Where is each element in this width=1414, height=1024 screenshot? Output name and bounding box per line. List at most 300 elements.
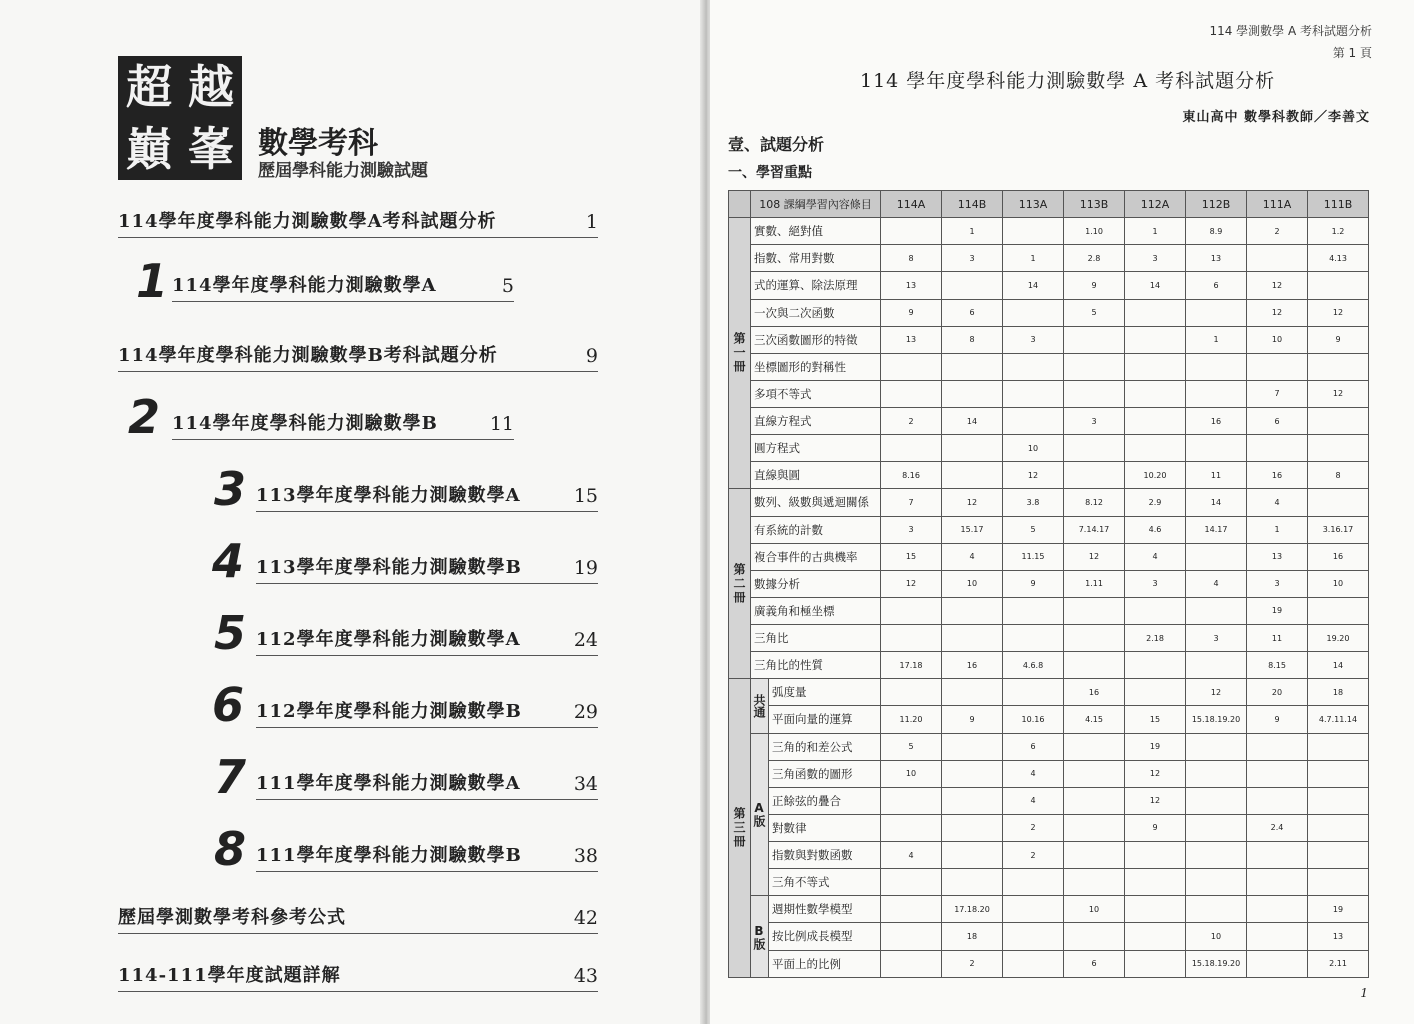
topic-cell: 弧度量 [769, 679, 881, 706]
toc-entry [256, 768, 598, 800]
question-number-cell [1003, 597, 1064, 624]
question-number-cell [1003, 896, 1064, 923]
table-row [729, 516, 1369, 543]
question-number-cell [1125, 380, 1186, 407]
question-number-cell: 14 [1003, 272, 1064, 299]
question-number-cell [881, 625, 942, 652]
question-number-cell: 10 [1186, 923, 1247, 950]
question-number-cell [1064, 787, 1125, 814]
question-number-cell [1125, 652, 1186, 679]
question-number-cell: 12 [1308, 380, 1369, 407]
question-number-cell [1247, 896, 1308, 923]
question-number-cell [1247, 923, 1308, 950]
question-number-cell: 12 [881, 570, 942, 597]
toc-entry-page: 5 [501, 275, 514, 297]
header-exam-column: 114A [881, 191, 942, 218]
question-number-cell [1125, 299, 1186, 326]
question-number-cell: 8.9 [1186, 218, 1247, 245]
topic-cell: 指數與對數函數 [769, 842, 881, 869]
topic-cell: 平面上的比例 [769, 950, 881, 978]
toc-entry [256, 696, 598, 728]
question-number-cell [1186, 543, 1247, 570]
question-number-cell: 15 [881, 543, 942, 570]
question-number-cell [1125, 679, 1186, 706]
question-number-cell: 6 [1247, 408, 1308, 435]
question-number-cell: 10 [1003, 435, 1064, 462]
question-number-cell: 10 [942, 570, 1003, 597]
question-number-cell [1247, 245, 1308, 272]
question-number-cell: 3 [1003, 326, 1064, 353]
running-header-title: 114 學測數學 A 考科試題分析 [1209, 24, 1372, 38]
question-number-cell [1125, 896, 1186, 923]
question-number-cell [1064, 380, 1125, 407]
header-exam-column: 111B [1308, 191, 1369, 218]
question-number-cell [1308, 869, 1369, 896]
toc-entry-page: 15 [573, 485, 598, 507]
table-row [729, 299, 1369, 326]
question-number-cell [1064, 869, 1125, 896]
toc-entry-number: 8 [214, 822, 247, 876]
question-number-cell: 19 [1308, 896, 1369, 923]
question-number-cell: 16 [1308, 543, 1369, 570]
table-row [729, 814, 1369, 841]
topic-cell: 數據分析 [751, 570, 881, 597]
question-number-cell: 18 [942, 923, 1003, 950]
question-number-cell [942, 597, 1003, 624]
question-number-cell: 15.18.19.20 [1186, 950, 1247, 978]
toc-entry-number: 7 [214, 750, 247, 804]
header-exam-column: 112B [1186, 191, 1247, 218]
question-number-cell: 3 [1247, 570, 1308, 597]
question-number-cell: 15.17 [942, 516, 1003, 543]
question-number-cell: 19 [1125, 733, 1186, 760]
question-number-cell: 19 [1247, 597, 1308, 624]
table-row [729, 353, 1369, 380]
volume-label: 第二冊 [729, 489, 751, 679]
toc-entry-page: 29 [573, 701, 598, 723]
question-number-cell: 12 [1064, 543, 1125, 570]
question-number-cell: 7 [1247, 380, 1308, 407]
table-row [729, 787, 1369, 814]
question-number-cell: 17.18 [881, 652, 942, 679]
question-number-cell: 2 [942, 950, 1003, 978]
question-number-cell: 1 [1247, 516, 1308, 543]
question-number-cell [1186, 652, 1247, 679]
question-number-cell: 11 [1186, 462, 1247, 489]
table-row [729, 245, 1369, 272]
edition-label: 共通 [751, 679, 769, 733]
question-number-cell: 3.8 [1003, 489, 1064, 516]
question-number-cell [942, 435, 1003, 462]
table-row [729, 489, 1369, 516]
question-number-cell: 2.11 [1308, 950, 1369, 978]
question-number-cell: 7 [881, 489, 942, 516]
question-number-cell: 12 [1308, 299, 1369, 326]
question-number-cell [942, 733, 1003, 760]
table-row [729, 272, 1369, 299]
question-number-cell [1125, 923, 1186, 950]
toc-entry-page: 38 [573, 845, 598, 867]
question-number-cell: 10.16 [1003, 706, 1064, 733]
question-number-cell: 4 [881, 842, 942, 869]
question-number-cell [1064, 814, 1125, 841]
header-exam-column: 114B [942, 191, 1003, 218]
question-number-cell: 2.18 [1125, 625, 1186, 652]
question-number-cell [1247, 435, 1308, 462]
question-number-cell: 13 [881, 272, 942, 299]
edition-label: B版 [751, 896, 769, 978]
question-number-cell [1247, 787, 1308, 814]
toc-entry-number: 2 [128, 390, 161, 444]
topic-cell: 一次與二次函數 [751, 299, 881, 326]
question-number-cell: 1 [1125, 218, 1186, 245]
right-page-analysis [710, 0, 1414, 1024]
logo-char: 超 [126, 60, 172, 114]
question-number-cell [881, 869, 942, 896]
question-number-cell: 1 [942, 218, 1003, 245]
header-topic: 108 課綱學習內容條目 [751, 191, 881, 218]
question-number-cell: 8.12 [1064, 489, 1125, 516]
question-number-cell: 8 [1308, 462, 1369, 489]
question-number-cell [942, 787, 1003, 814]
question-number-cell: 11.15 [1003, 543, 1064, 570]
question-number-cell: 3 [942, 245, 1003, 272]
question-number-cell: 3 [881, 516, 942, 543]
question-number-cell: 9 [1064, 272, 1125, 299]
question-number-cell [1186, 435, 1247, 462]
question-number-cell: 17.18.20 [942, 896, 1003, 923]
question-number-cell [1186, 787, 1247, 814]
toc-entry [118, 340, 598, 372]
question-number-cell: 12 [1003, 462, 1064, 489]
question-number-cell [1186, 380, 1247, 407]
toc-entry-title: 114-111學年度試題詳解 [118, 965, 341, 986]
question-number-cell: 4.6 [1125, 516, 1186, 543]
table-row [729, 625, 1369, 652]
table-row [729, 408, 1369, 435]
question-number-cell: 10 [881, 760, 942, 787]
question-number-cell: 4.6.8 [1003, 652, 1064, 679]
question-number-cell [942, 760, 1003, 787]
question-number-cell: 4.7.11.14 [1308, 706, 1369, 733]
toc-entry-page: 24 [573, 629, 598, 651]
question-number-cell [1064, 597, 1125, 624]
question-number-cell [1247, 353, 1308, 380]
question-number-cell [1003, 950, 1064, 978]
question-number-cell [881, 380, 942, 407]
question-number-cell [1247, 950, 1308, 978]
question-number-cell: 4 [1003, 787, 1064, 814]
toc-entry-title: 113學年度學科能力測驗數學B [256, 557, 522, 578]
question-number-cell: 12 [1125, 787, 1186, 814]
logo-char: 越 [188, 60, 234, 114]
toc-entry [256, 840, 598, 872]
question-number-cell: 1.10 [1064, 218, 1125, 245]
book-title: 數學考科 [258, 126, 378, 161]
question-number-cell: 3 [1186, 625, 1247, 652]
question-number-cell [1064, 353, 1125, 380]
topic-cell: 有系統的計數 [751, 516, 881, 543]
question-number-cell: 1 [1003, 245, 1064, 272]
question-number-cell [1125, 408, 1186, 435]
question-number-cell: 2.8 [1064, 245, 1125, 272]
question-number-cell: 18 [1308, 679, 1369, 706]
question-number-cell [1186, 597, 1247, 624]
question-number-cell: 4.13 [1308, 245, 1369, 272]
topic-cell: 三角不等式 [769, 869, 881, 896]
topic-cell: 週期性數學模型 [769, 896, 881, 923]
toc-entry [172, 270, 514, 302]
question-number-cell [1308, 760, 1369, 787]
toc-entry-title: 114學年度學科能力測驗數學B [172, 413, 438, 434]
table-row [729, 733, 1369, 760]
toc-entry-number: 1 [136, 254, 169, 308]
question-number-cell [1186, 299, 1247, 326]
question-number-cell [1247, 733, 1308, 760]
logo-char: 巔 [126, 122, 172, 176]
topic-cell: 三角函數的圖形 [769, 760, 881, 787]
question-number-cell: 4 [942, 543, 1003, 570]
question-number-cell: 10 [1247, 326, 1308, 353]
question-number-cell [1308, 408, 1369, 435]
table-row [729, 679, 1369, 706]
question-number-cell [1247, 869, 1308, 896]
question-number-cell [942, 679, 1003, 706]
question-number-cell [1186, 869, 1247, 896]
toc-entry-number: 3 [214, 462, 247, 516]
question-number-cell [881, 218, 942, 245]
topic-cell: 按比例成長模型 [769, 923, 881, 950]
subsection-title: 一、學習重點 [728, 165, 812, 181]
question-number-cell: 15 [1125, 706, 1186, 733]
question-number-cell [1247, 760, 1308, 787]
question-number-cell [1003, 923, 1064, 950]
question-number-cell: 3 [1125, 570, 1186, 597]
question-number-cell: 15.18.19.20 [1186, 706, 1247, 733]
question-number-cell: 4 [1125, 543, 1186, 570]
header-exam-column: 113B [1064, 191, 1125, 218]
topic-cell: 圓方程式 [751, 435, 881, 462]
question-number-cell: 13 [1247, 543, 1308, 570]
question-number-cell [881, 814, 942, 841]
toc-entry-title: 113學年度學科能力測驗數學A [256, 485, 521, 506]
topic-cell: 三角比 [751, 625, 881, 652]
question-number-cell: 10 [1308, 570, 1369, 597]
toc-entry-page: 34 [573, 773, 598, 795]
question-number-cell: 11 [1247, 625, 1308, 652]
table-row [729, 326, 1369, 353]
toc-entry-page: 42 [573, 907, 598, 929]
toc-entry-title: 114學年度學科能力測驗數學A [172, 275, 437, 296]
topic-cell: 三次函數圖形的特徵 [751, 326, 881, 353]
question-number-cell [1125, 353, 1186, 380]
question-number-cell [1125, 842, 1186, 869]
question-number-cell: 12 [1186, 679, 1247, 706]
topic-cell: 廣義角和極坐標 [751, 597, 881, 624]
table-row [729, 706, 1369, 733]
question-number-cell: 12 [1247, 299, 1308, 326]
question-number-cell: 1.2 [1308, 218, 1369, 245]
question-number-cell [1125, 435, 1186, 462]
question-number-cell: 5 [1003, 516, 1064, 543]
question-number-cell: 19.20 [1308, 625, 1369, 652]
question-number-cell: 3 [1064, 408, 1125, 435]
toc-entry-number: 6 [212, 678, 245, 732]
toc-entry-title: 112學年度學科能力測驗數學A [256, 629, 521, 650]
topic-cell: 直線方程式 [751, 408, 881, 435]
question-number-cell [1308, 353, 1369, 380]
question-number-cell [1003, 218, 1064, 245]
question-number-cell [881, 679, 942, 706]
question-number-cell [1186, 760, 1247, 787]
toc-entry [172, 408, 514, 440]
question-number-cell: 12 [1125, 760, 1186, 787]
question-number-cell: 1 [1186, 326, 1247, 353]
topic-cell: 坐標圖形的對稱性 [751, 353, 881, 380]
question-number-cell [1308, 814, 1369, 841]
question-number-cell: 5 [881, 733, 942, 760]
header-exam-column: 112A [1125, 191, 1186, 218]
question-number-cell: 16 [1186, 408, 1247, 435]
table-row [729, 950, 1369, 978]
question-number-cell [1064, 923, 1125, 950]
question-number-cell: 16 [1247, 462, 1308, 489]
question-number-cell [881, 896, 942, 923]
topic-cell: 指數、常用對數 [751, 245, 881, 272]
toc-entry-page: 9 [585, 345, 598, 367]
toc-entry-page: 1 [585, 211, 598, 233]
running-header-page: 第 1 頁 [1332, 46, 1372, 60]
question-number-cell: 14 [1186, 489, 1247, 516]
table-row [729, 597, 1369, 624]
question-number-cell [1125, 869, 1186, 896]
question-number-cell [1186, 733, 1247, 760]
page-title: 114 學年度學科能力測驗數學 A 考科試題分析 [860, 70, 1276, 92]
question-number-cell [881, 597, 942, 624]
question-number-cell: 14.17 [1186, 516, 1247, 543]
topic-cell: 複合事件的古典機率 [751, 543, 881, 570]
question-number-cell: 2 [1003, 814, 1064, 841]
author-line: 東山高中 數學科教師／李善文 [1182, 110, 1370, 125]
toc-entry [118, 960, 598, 992]
question-number-cell: 6 [1003, 733, 1064, 760]
question-number-cell [881, 923, 942, 950]
topic-cell: 實數、絕對值 [751, 218, 881, 245]
question-number-cell [942, 353, 1003, 380]
question-number-cell [1186, 896, 1247, 923]
question-number-cell [1064, 326, 1125, 353]
question-number-cell: 2 [1003, 842, 1064, 869]
question-number-cell: 3 [1125, 245, 1186, 272]
question-number-cell: 16 [1064, 679, 1125, 706]
question-number-cell: 8.15 [1247, 652, 1308, 679]
table-row [729, 923, 1369, 950]
topic-cell: 三角比的性質 [751, 652, 881, 679]
question-number-cell [1064, 435, 1125, 462]
question-number-cell: 7.14.17 [1064, 516, 1125, 543]
question-number-cell: 9 [1308, 326, 1369, 353]
question-number-cell [1003, 869, 1064, 896]
toc-entry-title: 歷屆學測數學考科參考公式 [118, 907, 346, 928]
question-number-cell: 3.16.17 [1308, 516, 1369, 543]
question-number-cell [1308, 435, 1369, 462]
toc-entry-page: 43 [573, 965, 598, 987]
question-number-cell: 6 [942, 299, 1003, 326]
question-number-cell [1186, 353, 1247, 380]
question-number-cell: 6 [1064, 950, 1125, 978]
question-number-cell: 8 [942, 326, 1003, 353]
question-number-cell: 13 [1308, 923, 1369, 950]
question-number-cell [1247, 842, 1308, 869]
header-exam-column: 111A [1247, 191, 1308, 218]
question-number-cell: 2.9 [1125, 489, 1186, 516]
question-number-cell [881, 950, 942, 978]
question-number-cell [1308, 787, 1369, 814]
topic-cell: 正餘弦的疊合 [769, 787, 881, 814]
question-number-cell [942, 462, 1003, 489]
toc-entry-number: 5 [214, 606, 247, 660]
question-number-cell [1308, 597, 1369, 624]
question-number-cell: 4.15 [1064, 706, 1125, 733]
left-page-toc [0, 0, 706, 1024]
question-number-cell [881, 435, 942, 462]
table-row [729, 652, 1369, 679]
series-logo [118, 56, 242, 180]
question-number-cell [881, 353, 942, 380]
edition-label: A版 [751, 733, 769, 896]
table-row [729, 570, 1369, 597]
question-number-cell [1308, 842, 1369, 869]
toc-entry [256, 480, 598, 512]
question-number-cell [1003, 380, 1064, 407]
book-subtitle: 歷屆學科能力測驗試題 [258, 161, 428, 181]
topic-cell: 式的運算、除法原理 [751, 272, 881, 299]
question-number-cell: 14 [1125, 272, 1186, 299]
topic-cell: 數列、級數與遞迴關係 [751, 489, 881, 516]
topic-cell: 多項不等式 [751, 380, 881, 407]
table-row [729, 896, 1369, 923]
question-number-cell [1064, 652, 1125, 679]
question-number-cell: 16 [942, 652, 1003, 679]
question-number-cell [1125, 950, 1186, 978]
question-number-cell: 14 [942, 408, 1003, 435]
toc-entry-title: 111學年度學科能力測驗數學A [256, 773, 521, 794]
question-number-cell [1003, 625, 1064, 652]
question-number-cell: 5 [1064, 299, 1125, 326]
question-number-cell: 6 [1186, 272, 1247, 299]
table-row [729, 760, 1369, 787]
question-number-cell [1308, 489, 1369, 516]
table-row [729, 869, 1369, 896]
question-number-cell [942, 869, 1003, 896]
question-number-cell: 9 [1247, 706, 1308, 733]
volume-label: 第三冊 [729, 679, 751, 978]
header-exam-column: 113A [1003, 191, 1064, 218]
question-number-cell: 4 [1003, 760, 1064, 787]
question-number-cell [1186, 814, 1247, 841]
question-number-cell: 2 [881, 408, 942, 435]
toc-entry-number: 4 [212, 534, 245, 588]
question-number-cell [1064, 625, 1125, 652]
question-number-cell [1003, 679, 1064, 706]
table-row [729, 462, 1369, 489]
question-number-cell: 12 [1247, 272, 1308, 299]
question-number-cell: 14 [1308, 652, 1369, 679]
question-number-cell: 9 [1003, 570, 1064, 597]
question-number-cell [942, 625, 1003, 652]
page-number: 1 [1360, 986, 1368, 1000]
table-row [729, 842, 1369, 869]
